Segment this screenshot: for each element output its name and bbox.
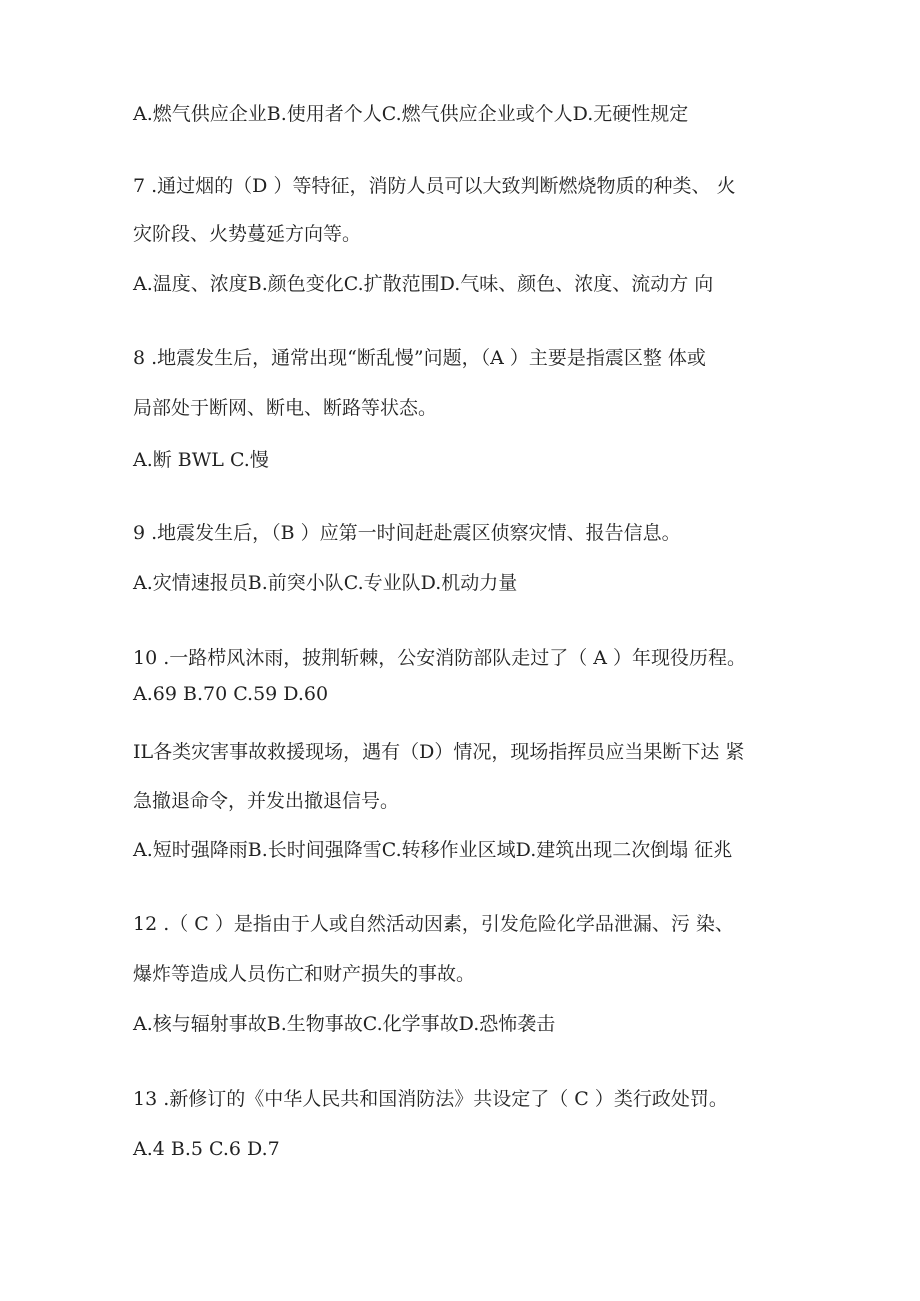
q13-question: 13 .新修订的《中华人民共和国消防法》共设定了（ C ）类行政处罚。 bbox=[133, 1088, 728, 1110]
q12-options: A.核与辐射事故B.生物事故C.化学事故D.恐怖袭击 bbox=[133, 1013, 556, 1035]
q9-question: 9 .地震发生后，（B ）应第一时间赶赴震区侦察灾情、报告信息。 bbox=[133, 522, 681, 544]
q13-options: A.4 B.5 C.6 D.7 bbox=[133, 1138, 280, 1160]
q7-options: A.温度、浓度B.颜色变化C.扩散范围D.气味、颜色、浓度、流动方 向 bbox=[133, 273, 714, 295]
q10-question: 10 .一路栉风沐雨，披荆斩棘，公安消防部队走过了（ A ）年现役历程。 bbox=[133, 647, 747, 669]
q12-question-line2: 爆炸等造成人员伤亡和财产损失的事故。 bbox=[133, 963, 476, 985]
q7-question-line2: 灾阶段、火势蔓延方向等。 bbox=[133, 223, 362, 245]
q11-question-line1: IL各类灾害事故救援现场，遇有（D）情况，现场指挥员应当果断下达 紧 bbox=[133, 741, 745, 763]
q7-question-line1: 7 .通过烟的（D ）等特征，消防人员可以大致判断燃烧物质的种类、 火 bbox=[133, 175, 736, 197]
q11-question-line2: 急撤退命令，并发出撤退信号。 bbox=[133, 790, 400, 812]
q10-options: A.69 B.70 C.59 D.60 bbox=[133, 683, 329, 705]
q8-question-line2: 局部处于断网、断电、断路等状态。 bbox=[133, 397, 438, 419]
q9-options: A.灾情速报员B.前突小队C.专业队D.机动力量 bbox=[133, 572, 518, 594]
q12-question-line1: 12 .（ C ）是指由于人或自然活动因素，引发危险化学品泄漏、污 染、 bbox=[133, 913, 734, 935]
q8-options: A.断 BWL C.慢 bbox=[133, 449, 269, 471]
q11-options: A.短时强降雨B.长时间强降雪C.转移作业区域D.建筑出现二次倒塌 征兆 bbox=[133, 839, 733, 861]
q6-options: A.燃气供应企业B.使用者个人C.燃气供应企业或个人D.无硬性规定 bbox=[133, 103, 689, 125]
q8-question-line1: 8 .地震发生后，通常出现“断乱慢”问题，（A ）主要是指震区整 体或 bbox=[133, 347, 706, 369]
